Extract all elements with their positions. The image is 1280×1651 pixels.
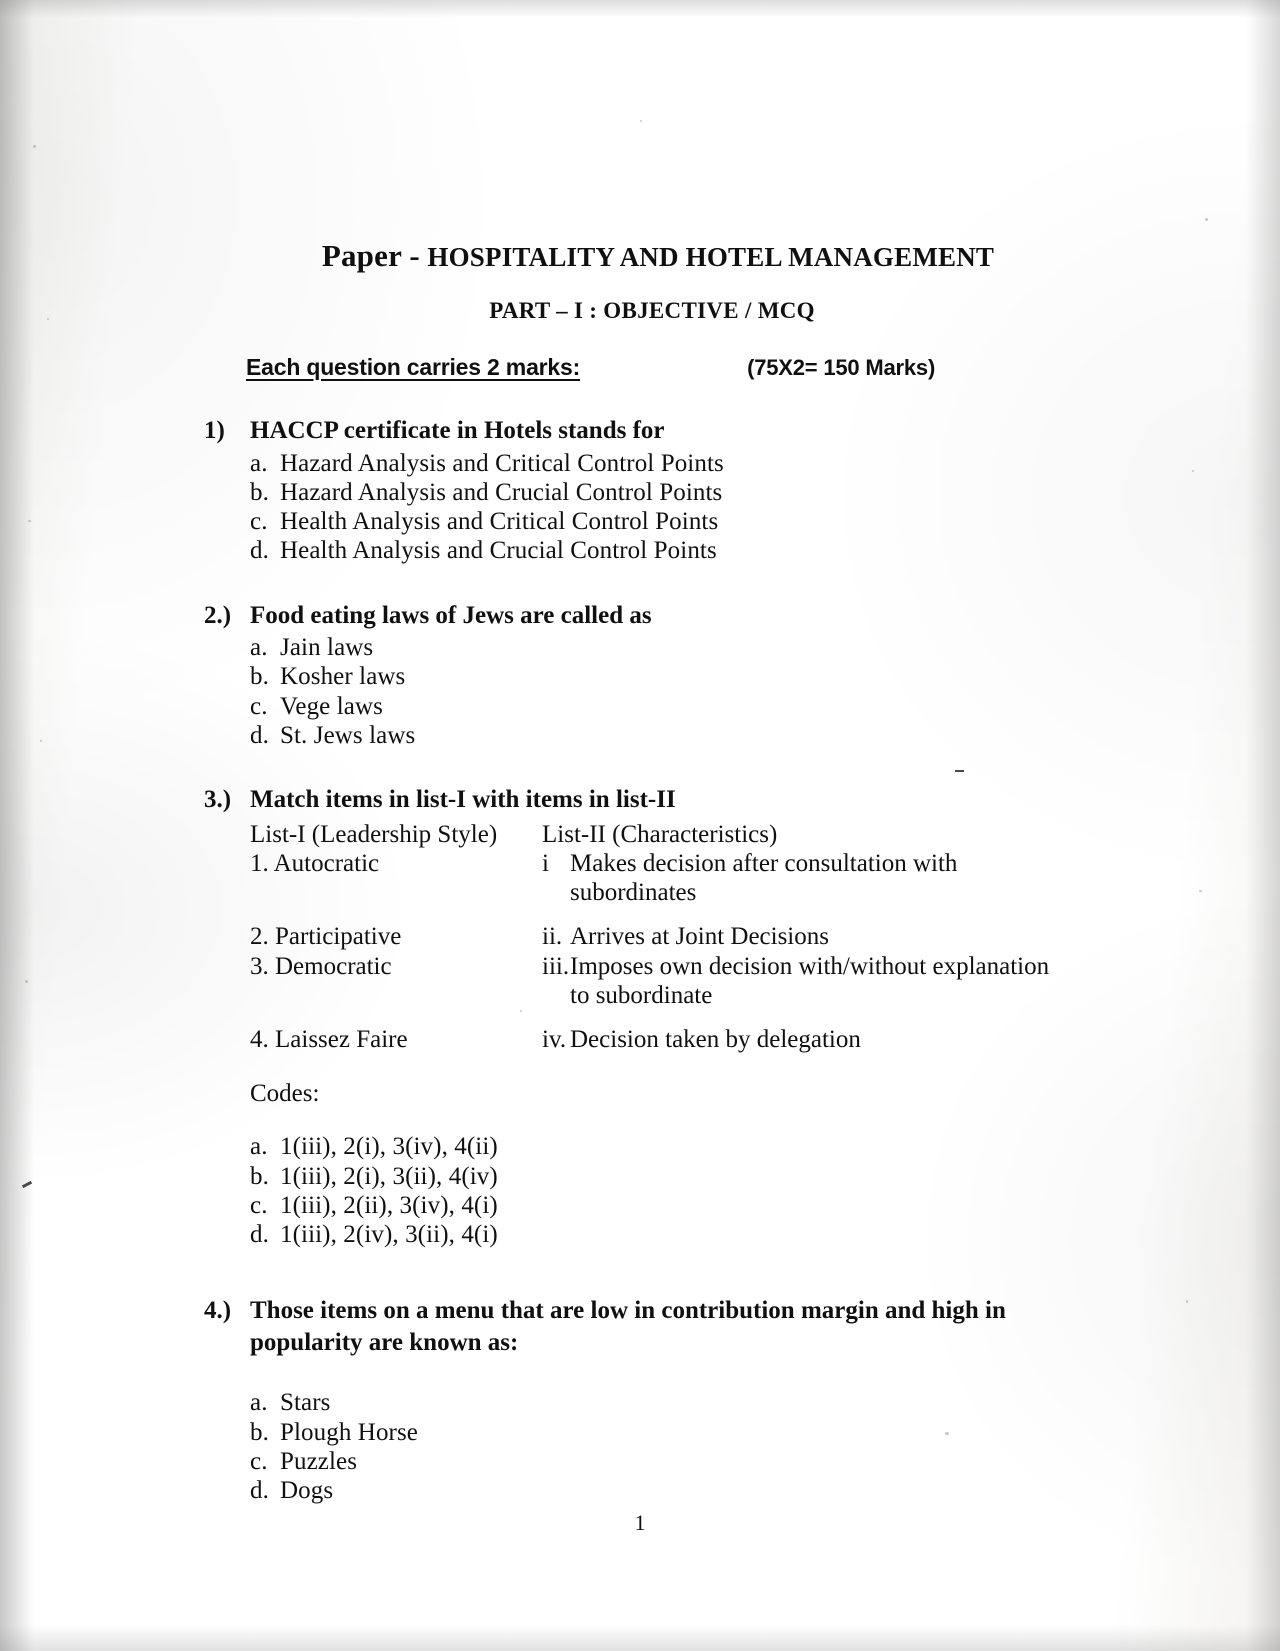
match-right-continuation (542, 981, 1220, 1010)
option-b[interactable] (250, 1162, 1220, 1191)
match-row (250, 849, 1220, 878)
match-header-row (250, 820, 1220, 849)
match-right-marker: iii. (542, 952, 570, 980)
match-header-right (542, 820, 1220, 849)
option-label: a. (250, 634, 268, 661)
page-title (0, 238, 1280, 274)
codes-option-list (250, 1132, 1220, 1249)
match-left-item: 3. Democratic (250, 952, 392, 980)
option-text: 1(iii), 2(ii), 3(iv), 4(i) (280, 1191, 498, 1219)
question-heading (204, 415, 1220, 447)
match-table (250, 820, 1220, 1055)
option-label: b. (250, 478, 269, 506)
option-text: Health Analysis and Crucial Control Points (280, 537, 717, 565)
page-subtitle: PART – I : OBJECTIVE / MCQ (489, 298, 815, 323)
option-text: Hazard Analysis and Critical Control Points (280, 449, 724, 477)
option-a[interactable] (250, 449, 1220, 478)
question-heading (204, 600, 1220, 632)
question-1 (0, 415, 1280, 566)
option-list (250, 1388, 1220, 1505)
option-list (250, 449, 1220, 566)
match-right-item (542, 922, 1220, 951)
match-row-continuation (250, 878, 1220, 907)
question-text: Match items in list-I with items in list-II (250, 786, 676, 813)
option-text: Stars (280, 1389, 331, 1417)
title-main: HOSPITALITY AND HOTEL MANAGEMENT (427, 242, 995, 272)
match-right-item (542, 952, 1220, 981)
option-d[interactable] (250, 536, 1220, 565)
option-label: c. (250, 508, 268, 535)
option-text: Hazard Analysis and Crucial Control Points (280, 478, 723, 506)
match-right-marker: iv. (542, 1026, 567, 1053)
option-label: b. (250, 663, 269, 691)
option-label: c. (250, 1447, 268, 1475)
match-right-continuation (542, 878, 1220, 907)
option-label: d. (250, 1221, 269, 1248)
match-left-item: 1. Autocratic (250, 849, 380, 877)
option-b[interactable] (250, 1418, 1220, 1447)
match-right-marker: i (542, 849, 549, 877)
option-label: d. (250, 721, 269, 749)
option-text: Dogs (280, 1477, 334, 1504)
match-row (250, 952, 1220, 981)
option-c[interactable] (250, 692, 1220, 721)
title-prefix: Paper - (321, 238, 420, 273)
match-right-item (542, 849, 1220, 878)
match-header-right-text: List-II (Characteristics) (542, 820, 778, 848)
question-2 (0, 600, 1280, 751)
option-b[interactable] (250, 478, 1220, 507)
option-text: Plough Horse (280, 1418, 419, 1446)
match-right-text-cont: subordinates (570, 879, 697, 906)
option-c[interactable] (250, 1447, 1220, 1476)
option-label: d. (250, 537, 269, 565)
question-number: 1) (204, 417, 225, 444)
page-number: 1 (634, 1510, 646, 1535)
total-marks-text: (75X2= 150 Marks) (747, 355, 936, 380)
option-text: 1(iii), 2(i), 3(ii), 4(iv) (280, 1162, 498, 1190)
scan-edge-shadow-bottom (0, 1625, 1280, 1651)
match-row (250, 1025, 1220, 1054)
option-a[interactable] (250, 1132, 1220, 1161)
option-label: c. (250, 692, 268, 720)
match-right-item (542, 1025, 1220, 1054)
question-text: HACCP certificate in Hotels stands for (250, 417, 665, 444)
question-number: 2.) (204, 601, 232, 629)
question-text: Those items on a menu that are low in contribution margin and high in popularity are known as: (250, 1297, 1006, 1356)
option-c[interactable] (250, 507, 1220, 536)
match-right-marker-spacer (542, 878, 570, 907)
codes-label: Codes: (250, 1080, 320, 1108)
question-heading (204, 784, 1220, 816)
option-label: d. (250, 1477, 269, 1504)
match-row-continuation (250, 981, 1220, 1010)
option-label: a. (250, 1389, 268, 1417)
match-right-marker-spacer (542, 981, 570, 1010)
match-right-text: Imposes own decision with/without explanation (570, 952, 1050, 980)
match-right-text-cont: to subordinate (570, 981, 713, 1009)
option-label: a. (250, 1133, 268, 1161)
option-d[interactable] (250, 1476, 1220, 1505)
option-d[interactable] (250, 1220, 1220, 1249)
option-text: St. Jews laws (280, 721, 416, 749)
option-text: Jain laws (280, 634, 374, 661)
option-label: b. (250, 1418, 269, 1446)
match-row (250, 922, 1220, 951)
match-right-marker: ii. (542, 923, 563, 951)
option-label: b. (250, 1162, 269, 1190)
match-left-item: 4. Laissez Faire (250, 1026, 408, 1053)
match-right-text: Decision taken by delegation (570, 1026, 861, 1053)
question-number: 3.) (204, 786, 232, 813)
option-label: c. (250, 1191, 268, 1219)
option-text: 1(iii), 2(iv), 3(ii), 4(i) (280, 1221, 498, 1248)
option-a[interactable] (250, 633, 1220, 662)
option-b[interactable] (250, 662, 1220, 691)
option-text: Kosher laws (280, 663, 406, 691)
option-text: Puzzles (280, 1447, 358, 1475)
option-d[interactable] (250, 721, 1220, 750)
instruction-text: Each question carries 2 marks: (246, 354, 581, 380)
match-right-text: Arrives at Joint Decisions (570, 923, 829, 951)
question-number: 4.) (204, 1297, 232, 1325)
option-list (250, 633, 1220, 750)
match-left-item: 2. Participative (250, 923, 402, 951)
question-text: Food eating laws of Jews are called as (250, 601, 652, 629)
option-text: Vege laws (280, 692, 383, 720)
question-heading (204, 1295, 1220, 1358)
match-left-spacer (250, 981, 542, 1010)
option-label: a. (250, 449, 268, 477)
match-left-spacer (250, 878, 542, 907)
option-text: Health Analysis and Critical Control Points (280, 508, 719, 535)
option-c[interactable] (250, 1191, 1220, 1220)
match-right-text: Makes decision after consultation with (570, 849, 958, 877)
option-a[interactable] (250, 1388, 1220, 1417)
question-4 (0, 1295, 1280, 1505)
option-text: 1(iii), 2(i), 3(iv), 4(ii) (280, 1133, 498, 1161)
match-header-left: List-I (Leadership Style) (250, 820, 498, 848)
instruction-row (0, 354, 1280, 381)
question-3 (0, 784, 1280, 1249)
